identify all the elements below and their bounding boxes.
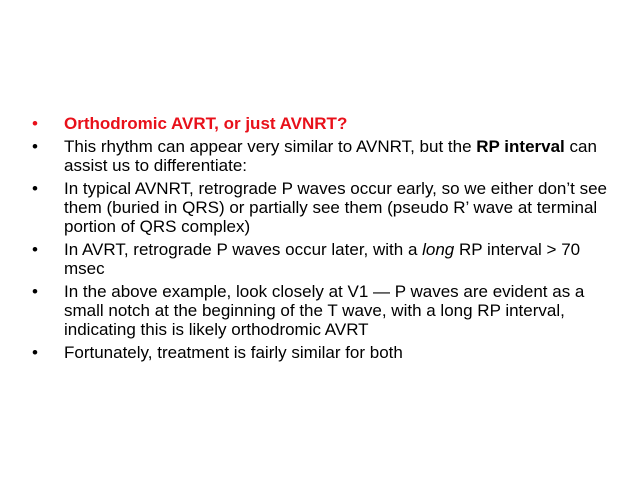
bullet-marker: • xyxy=(32,114,38,133)
bullet-text-pre: This rhythm can appear very similar to AVNRT, but the xyxy=(64,137,477,156)
bullet-item-example xyxy=(32,282,612,339)
bullet-text: In typical AVNRT, retrograde P waves occur early, so we either don’t see them (buried in QRS) or partially see them (pseudo R’ wave at terminal portion of QRS complex) xyxy=(64,179,608,236)
bullet-item-rp-interval xyxy=(32,137,612,175)
bullet-text: In the above example, look closely at V1 — P waves are evident as a small notch at the beginning of the T wave, with a long RP interval, indicating this is likely orthodromic AVRT xyxy=(64,282,585,339)
bullet-text: Orthodromic AVRT, or just AVNRT? xyxy=(64,114,348,133)
bullet-text-bold: RP interval xyxy=(476,137,565,156)
bullet-item-avrt xyxy=(32,240,612,278)
bullet-text-pre: In AVRT, retrograde P waves occur later, with a xyxy=(64,240,423,259)
bullet-marker: • xyxy=(32,179,38,198)
bullet-item-treatment xyxy=(32,343,612,362)
bullet-text-post: RP interval > 70 msec xyxy=(64,240,581,278)
bullet-marker: • xyxy=(32,240,38,259)
bullet-list xyxy=(32,114,612,366)
bullet-text-post: can assist us to differentiate: xyxy=(64,137,597,175)
bullet-text-italic: long xyxy=(422,240,455,259)
bullet-item-typical-avnrt xyxy=(32,179,612,236)
bullet-marker: • xyxy=(32,282,38,301)
bullet-marker: • xyxy=(32,137,38,156)
bullet-marker: • xyxy=(32,343,38,362)
bullet-text: Fortunately, treatment is fairly similar for both xyxy=(64,343,403,362)
bullet-item-question xyxy=(32,114,612,133)
